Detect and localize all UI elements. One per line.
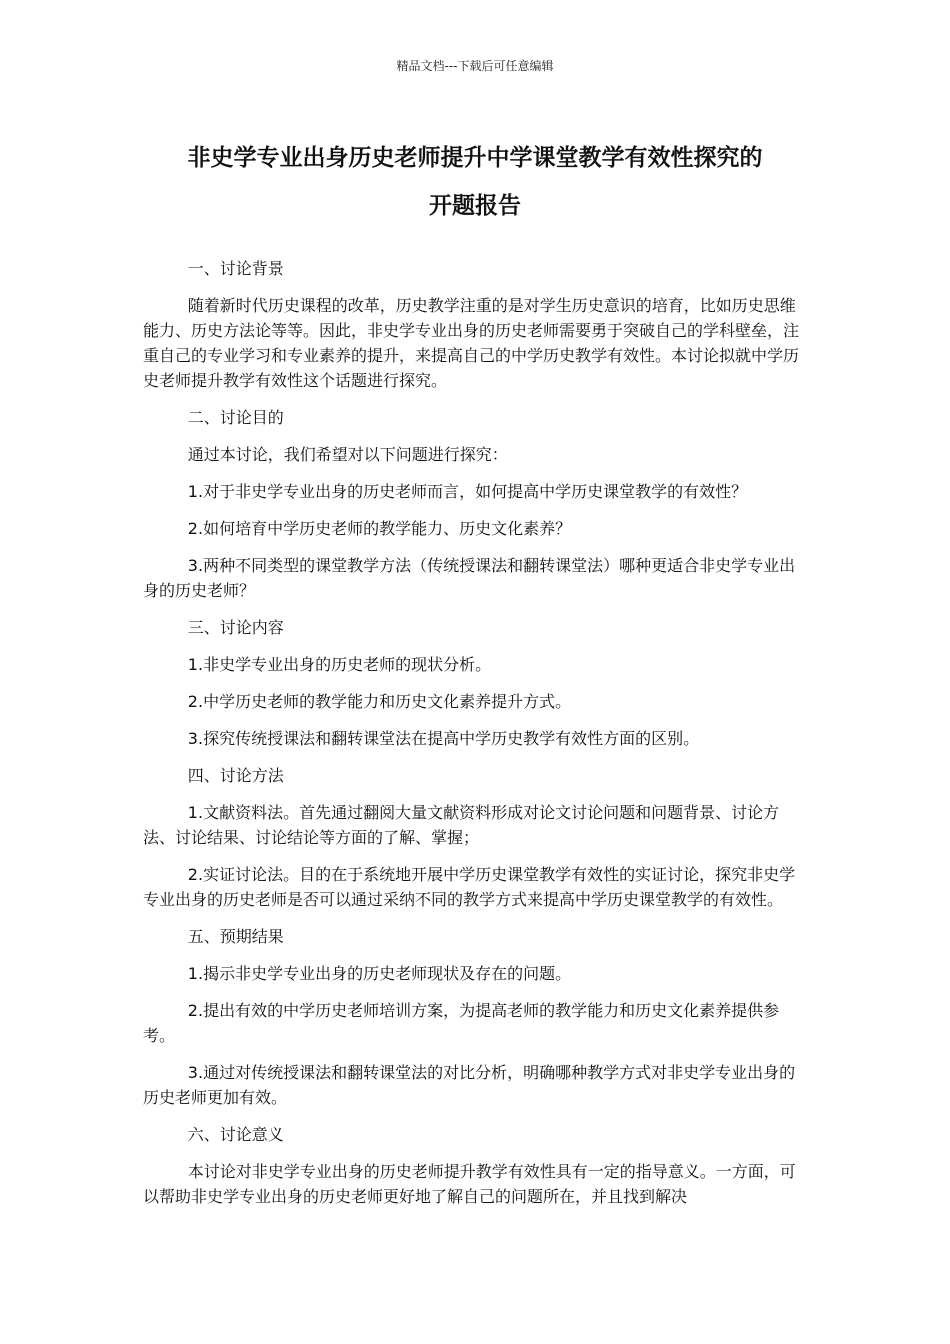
- results-item-1: 1.揭示非史学专业出身的历史老师现状及存在的问题。: [187, 964, 572, 983]
- title-line-1: 非史学专业出身历史老师提升中学课堂教学有效性探究的: [187, 145, 763, 171]
- section-heading-expected-results: 五、预期结果: [187, 927, 284, 946]
- document-body: [143, 256, 807, 1209]
- significance-paragraph: 本讨论对非史学专业出身的历史老师提升教学有效性具有一定的指导意义。一方面，可以帮助非史学专业出身的历史老师更好地了解自己的问题所在，并且找到解决: [143, 1162, 796, 1206]
- title-line-2: 开题报告: [429, 193, 521, 219]
- content-item-1: 1.非史学专业出身的历史老师的现状分析。: [187, 655, 492, 674]
- results-item-2: 2.提出有效的中学历史老师培训方案，为提高老师的教学能力和历史文化素养提供参考。: [143, 1001, 780, 1045]
- header-note: 精品文档---下载后可任意编辑: [396, 59, 554, 73]
- background-paragraph: 随着新时代历史课程的改革，历史教学注重的是对学生历史意识的培育，比如历史思维能力、历史方法论等等。因此，非史学专业出身的历史老师需要勇于突破自己的学科壁垒，注重自己的专业学习和专业素养的提升，来提高自己的中学历史教学有效性。本讨论拟就中学历史老师提升教学有效性这个话题进行探究。: [143, 296, 800, 390]
- section-heading-content: 三、讨论内容: [187, 618, 284, 637]
- purpose-intro: 通过本讨论，我们希望对以下问题进行探究：: [187, 445, 508, 464]
- methods-item-2: 2.实证讨论法。目的在于系统地开展中学历史课堂教学有效性的实证讨论，探究非史学专业出身的历史老师是否可以通过采纳不同的教学方式来提高中学历史课堂教学的有效性。: [143, 865, 796, 909]
- content-item-2: 2.中学历史老师的教学能力和历史文化素养提升方式。: [187, 692, 572, 711]
- methods-item-1: 1.文献资料法。首先通过翻阅大量文献资料形成对论文讨论问题和问题背景、讨论方法、讨论结果、讨论结论等方面的了解、掌握；: [143, 803, 780, 847]
- purpose-item-1: 1.对于非史学专业出身的历史老师而言，如何提高中学历史课堂教学的有效性？: [187, 482, 748, 501]
- content-item-3: 3.探究传统授课法和翻转课堂法在提高中学历史教学有效性方面的区别。: [187, 729, 700, 748]
- section-heading-methods: 四、讨论方法: [187, 766, 284, 785]
- section-heading-purpose: 二、讨论目的: [187, 408, 284, 427]
- section-heading-background: 一、讨论背景: [187, 259, 284, 278]
- purpose-item-2: 2.如何培育中学历史老师的教学能力、历史文化素养？: [187, 519, 572, 538]
- purpose-item-3: 3.两种不同类型的课堂教学方法（传统授课法和翻转课堂法）哪种更适合非史学专业出身的历史老师？: [143, 556, 796, 600]
- document-title: [143, 134, 807, 230]
- section-heading-significance: 六、讨论意义: [187, 1125, 284, 1144]
- results-item-3: 3.通过对传统授课法和翻转课堂法的对比分析，明确哪种教学方式对非史学专业出身的历史老师更加有效。: [143, 1063, 796, 1107]
